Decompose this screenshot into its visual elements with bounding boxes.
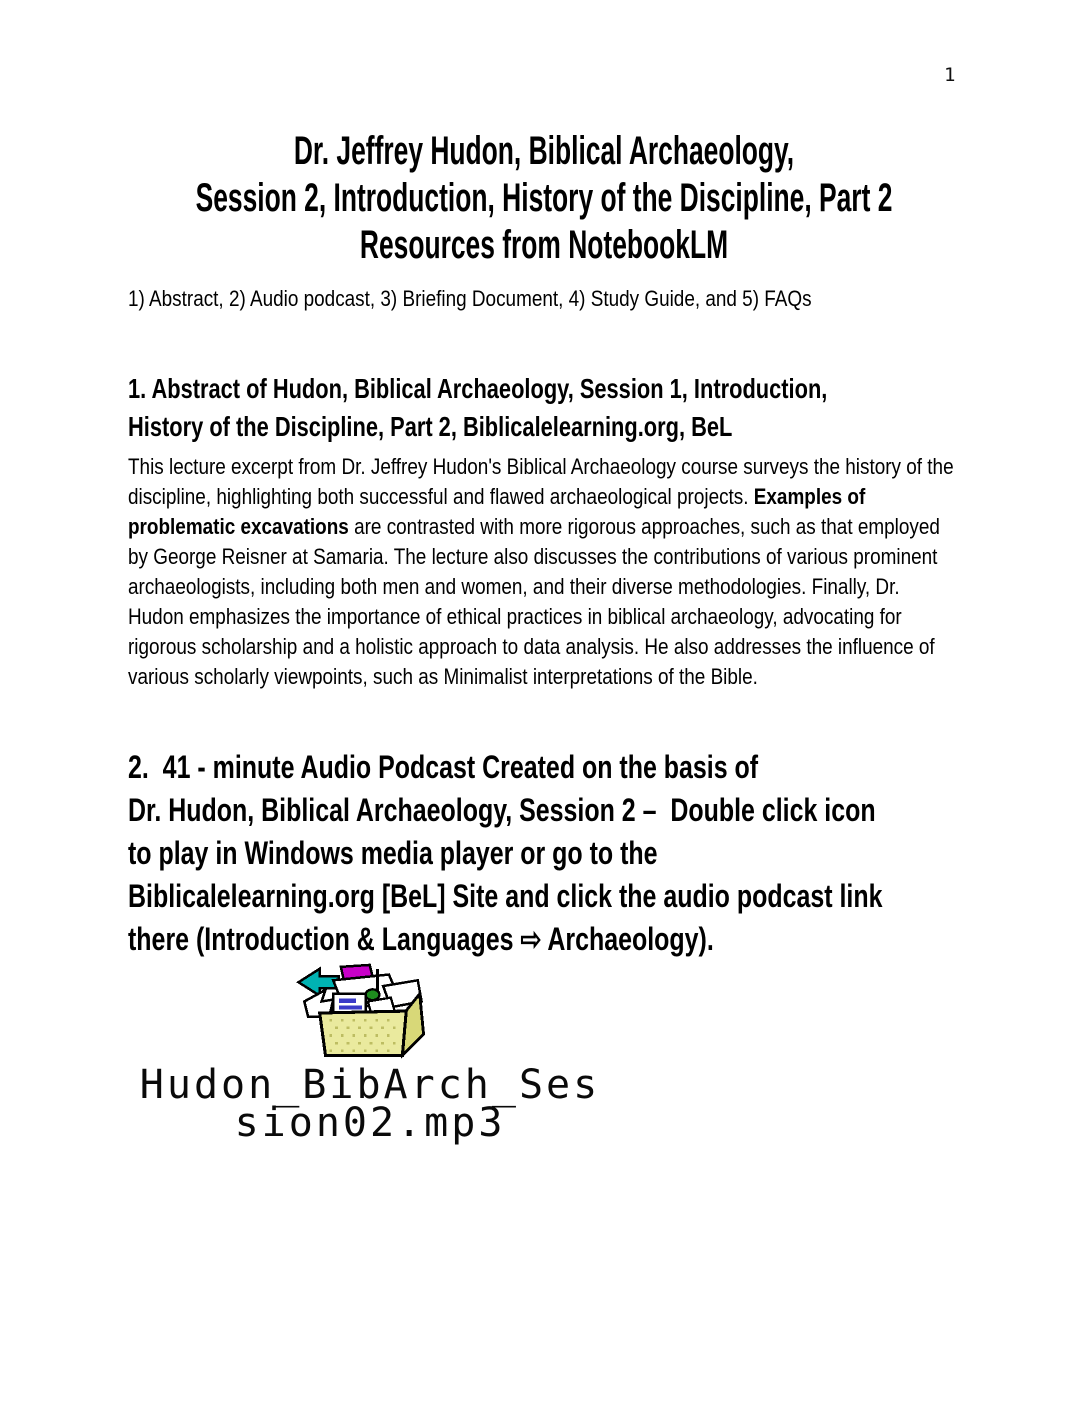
section2-heading-line: 2. 41 - minute Audio Podcast Created on the basis of (128, 749, 759, 785)
attachment-filename (124, 1062, 616, 1146)
abstract-bold-phrase: Examples of problematic excavations (128, 484, 866, 539)
contents-list-line: 1) Abstract, 2) Audio podcast, 3) Briefing Document, 4) Study Guide, and 5) FAQs (128, 286, 812, 311)
section2-heading-line: to play in Windows media player or go to the (128, 835, 658, 871)
abstract-text: This lecture excerpt from Dr. Jeffrey Hudon's Biblical Archaeology course surveys the history of the discipline, highlighting both successful and flawed archaeological projects. (128, 454, 954, 509)
note-head (366, 989, 380, 1000)
audio-podcast-attachment[interactable] (293, 963, 431, 1063)
text-card (333, 994, 366, 1013)
title-line: Resources from NotebookLM (359, 223, 729, 267)
abstract-text: are contrasted with more rigorous approaches, such as that employed by George Reisner at Samaria. The lecture also discusses the contributions of various prominent archaeologists, including both men and women, and their diverse methodologies. Finally, Dr. Hudon emphasizes the importance of ethical practices in biblical archaeology, advocating for rigorous scholarship and a holistic approach to data analysis. He also addresses the influence of various scholarly viewpoints, such as Minimalist interpretations of the Bible. (128, 514, 940, 689)
box-front (320, 1011, 407, 1055)
filename-line: Hudon_BibArch_Ses (139, 1062, 601, 1108)
section2-heading-line: there (Introduction & Languages ⇨ Archaeology). (128, 921, 714, 957)
page-number: 1 (944, 64, 956, 86)
title-line: Dr. Jeffrey Hudon, Biblical Archaeology, (293, 129, 795, 173)
text-line (339, 1005, 362, 1009)
section2-heading-line: Biblicalelearning.org [BeL] Site and click the audio podcast link (128, 878, 883, 914)
section1-heading (128, 370, 827, 446)
filename-line: sion02.mp3 (234, 1100, 506, 1146)
section2-heading-line: Dr. Hudon, Biblical Archaeology, Session 2 – Double click icon (128, 792, 876, 828)
section1-heading-line: 1. Abstract of Hudon, Biblical Archaeology, Session 1, Introduction, (128, 373, 828, 404)
title-line: Session 2, Introduction, History of the Discipline, Part 2 (195, 176, 893, 220)
section1-heading-line: History of the Discipline, Part 2, Biblicalelearning.org, BeL (128, 411, 733, 442)
document-title (185, 128, 903, 269)
section2-heading (128, 746, 882, 961)
text-line (339, 999, 356, 1003)
section1-abstract-paragraph (128, 452, 958, 692)
media-package-icon (293, 963, 431, 1063)
